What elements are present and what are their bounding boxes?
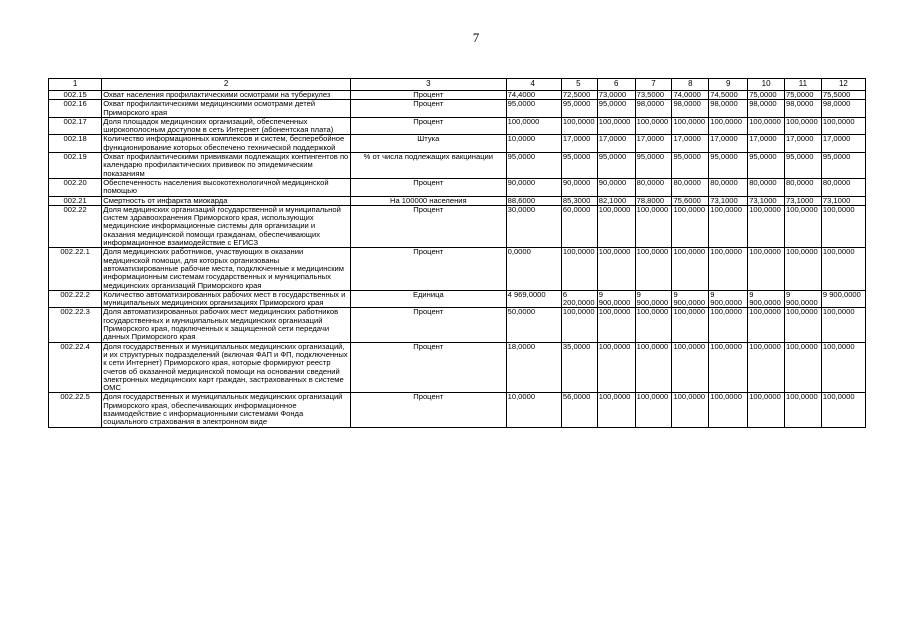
indicator-value: 30,0000 <box>506 205 561 247</box>
indicator-value: 100,0000 <box>785 248 822 290</box>
indicator-value: 100,0000 <box>597 342 635 393</box>
indicator-name: Количество информационных комплексов и систем, бесперебойное функционирование которых обеспечено технической поддержкой <box>102 135 351 153</box>
indicator-value: 100,0000 <box>635 205 672 247</box>
indicator-name: Доля медицинских работников, участвующих в оказании медицинской помощи, для которых организованы автоматизированные рабочие места, подключенные к медицинским информационным системам государственных и муниципальных медицинских организаций Приморского края <box>102 248 351 290</box>
column-number: 11 <box>785 79 822 91</box>
indicator-value: 60,0000 <box>561 205 597 247</box>
indicator-value: 9 900,0000 <box>748 290 785 308</box>
indicator-unit: Процент <box>351 178 507 196</box>
indicator-value: 74,5000 <box>709 91 748 100</box>
table-row <box>49 153 866 179</box>
table-row <box>49 205 866 247</box>
indicator-value: 17,0000 <box>561 135 597 153</box>
indicator-value: 100,0000 <box>821 117 865 135</box>
indicator-value: 100,0000 <box>672 117 709 135</box>
indicator-name: Доля государственных и муниципальных медицинских организаций Приморского края, обеспечивающих информационное взаимодействие с информационными системами Фонда социального страхования в электронном виде <box>102 393 351 427</box>
indicator-value: 10,0000 <box>506 135 561 153</box>
column-number: 3 <box>351 79 507 91</box>
indicator-value: 17,0000 <box>597 135 635 153</box>
table-row <box>49 308 866 342</box>
indicator-value: 78,8000 <box>635 196 672 205</box>
indicator-value: 100,0000 <box>597 248 635 290</box>
indicator-value: 100,0000 <box>561 248 597 290</box>
indicator-value: 100,0000 <box>748 117 785 135</box>
table-row <box>49 91 866 100</box>
indicator-value: 100,0000 <box>748 342 785 393</box>
indicator-value: 95,0000 <box>635 153 672 179</box>
indicator-value: 100,0000 <box>748 393 785 427</box>
indicator-value: 95,0000 <box>597 153 635 179</box>
indicator-value: 100,0000 <box>748 308 785 342</box>
column-number: 1 <box>49 79 102 91</box>
indicator-value: 75,0000 <box>785 91 822 100</box>
indicator-value: 17,0000 <box>748 135 785 153</box>
indicator-value: 75,5000 <box>821 91 865 100</box>
indicator-value: 80,0000 <box>785 178 822 196</box>
table-row <box>49 290 866 308</box>
table-row <box>49 196 866 205</box>
indicator-unit: Процент <box>351 342 507 393</box>
indicator-value: 100,0000 <box>672 248 709 290</box>
indicator-value: 100,0000 <box>561 117 597 135</box>
indicator-value: 95,0000 <box>506 153 561 179</box>
table-row <box>49 248 866 290</box>
indicator-value: 95,0000 <box>748 153 785 179</box>
indicator-value: 100,0000 <box>635 393 672 427</box>
column-number: 5 <box>561 79 597 91</box>
indicator-name: Доля площадок медицинских организаций, обеспеченных широкополосным доступом в сеть Интернет (абонентская плата) <box>102 117 351 135</box>
indicator-code: 002.22 <box>49 205 102 247</box>
indicator-value: 98,0000 <box>672 100 709 118</box>
indicator-value: 100,0000 <box>785 205 822 247</box>
indicator-value: 10,0000 <box>506 393 561 427</box>
column-number: 6 <box>597 79 635 91</box>
indicator-value: 85,3000 <box>561 196 597 205</box>
indicator-code: 002.16 <box>49 100 102 118</box>
column-number: 10 <box>748 79 785 91</box>
indicator-value: 98,0000 <box>748 100 785 118</box>
indicator-value: 9 900,0000 <box>785 290 822 308</box>
indicator-value: 80,0000 <box>748 178 785 196</box>
indicator-value: 100,0000 <box>748 248 785 290</box>
indicator-unit: Процент <box>351 91 507 100</box>
indicator-value: 73,0000 <box>597 91 635 100</box>
indicator-value: 72,5000 <box>561 91 597 100</box>
table-row <box>49 117 866 135</box>
indicator-name: Обеспеченность населения высокотехнологичной медицинской помощью <box>102 178 351 196</box>
indicator-unit: Процент <box>351 248 507 290</box>
indicator-name: Охват профилактическими медицинскими осмотрами детей Приморского края <box>102 100 351 118</box>
indicator-value: 95,0000 <box>709 153 748 179</box>
indicator-value: 100,0000 <box>785 342 822 393</box>
indicator-value: 100,0000 <box>672 342 709 393</box>
indicator-value: 100,0000 <box>821 342 865 393</box>
indicator-value: 88,6000 <box>506 196 561 205</box>
indicator-value: 90,0000 <box>506 178 561 196</box>
indicator-value: 17,0000 <box>672 135 709 153</box>
indicator-value: 100,0000 <box>672 393 709 427</box>
column-number: 12 <box>821 79 865 91</box>
indicator-unit: Процент <box>351 100 507 118</box>
indicator-name: Доля медицинских организаций государственной и муниципальной систем здравоохранения Приморского края, использующих медицинские информационные системы для организации и оказания медицинской помощи гражданам, обеспечивающих информационное взаимодействие с ЕГИСЗ <box>102 205 351 247</box>
indicator-value: 95,0000 <box>561 153 597 179</box>
indicator-value: 100,0000 <box>709 248 748 290</box>
indicator-value: 73,1000 <box>785 196 822 205</box>
indicator-value: 74,4000 <box>506 91 561 100</box>
indicator-value: 100,0000 <box>709 205 748 247</box>
indicator-value: 100,0000 <box>709 308 748 342</box>
table-row <box>49 342 866 393</box>
table-row <box>49 100 866 118</box>
indicator-value: 100,0000 <box>785 308 822 342</box>
indicator-value: 98,0000 <box>785 100 822 118</box>
table-row <box>49 393 866 427</box>
indicator-unit: Процент <box>351 205 507 247</box>
indicator-value: 100,0000 <box>597 393 635 427</box>
indicator-unit: Процент <box>351 393 507 427</box>
indicator-value: 100,0000 <box>709 393 748 427</box>
indicator-value: 100,0000 <box>635 248 672 290</box>
indicator-value: 100,0000 <box>672 308 709 342</box>
indicator-value: 100,0000 <box>821 205 865 247</box>
indicator-unit: % от числа подлежащих вакцинации <box>351 153 507 179</box>
table-row <box>49 178 866 196</box>
indicator-name: Смертность от инфаркта миокарда <box>102 196 351 205</box>
indicator-value: 100,0000 <box>635 117 672 135</box>
indicator-value: 95,0000 <box>597 100 635 118</box>
column-number: 2 <box>102 79 351 91</box>
indicator-value: 75,6000 <box>672 196 709 205</box>
indicator-value: 95,0000 <box>561 100 597 118</box>
indicator-value: 100,0000 <box>635 342 672 393</box>
indicator-value: 100,0000 <box>785 117 822 135</box>
indicator-value: 95,0000 <box>785 153 822 179</box>
table-row <box>49 135 866 153</box>
indicator-value: 100,0000 <box>821 393 865 427</box>
indicator-value: 100,0000 <box>821 308 865 342</box>
indicator-value: 90,0000 <box>561 178 597 196</box>
indicator-value: 100,0000 <box>672 205 709 247</box>
indicator-unit: Штука <box>351 135 507 153</box>
indicator-value: 95,0000 <box>506 100 561 118</box>
indicator-value: 17,0000 <box>785 135 822 153</box>
indicator-value: 9 900,0000 <box>597 290 635 308</box>
indicator-value: 80,0000 <box>635 178 672 196</box>
indicator-value: 9 900,0000 <box>672 290 709 308</box>
indicator-value: 9 900,0000 <box>821 290 865 308</box>
indicator-value: 100,0000 <box>597 308 635 342</box>
indicator-value: 100,0000 <box>709 117 748 135</box>
indicator-value: 74,0000 <box>672 91 709 100</box>
indicator-value: 50,0000 <box>506 308 561 342</box>
indicator-value: 100,0000 <box>561 308 597 342</box>
indicator-value: 80,0000 <box>709 178 748 196</box>
indicator-value: 73,1000 <box>821 196 865 205</box>
indicator-value: 4 969,0000 <box>506 290 561 308</box>
indicator-value: 80,0000 <box>821 178 865 196</box>
page-number: 7 <box>472 30 480 45</box>
indicator-code: 002.22.1 <box>49 248 102 290</box>
indicator-value: 100,0000 <box>635 308 672 342</box>
indicator-value: 95,0000 <box>672 153 709 179</box>
indicator-value: 35,0000 <box>561 342 597 393</box>
indicator-value: 17,0000 <box>635 135 672 153</box>
column-number: 9 <box>709 79 748 91</box>
indicator-value: 98,0000 <box>821 100 865 118</box>
indicator-name: Охват населения профилактическими осмотрами на туберкулез <box>102 91 351 100</box>
indicator-name: Доля государственных и муниципальных медицинских организаций, и их структурных подразделений (включая ФАП и ФП, подключенных к сети Интернет) Приморского края, которые формируют реестр счетов об оказанной медицинской помощи на основании сведений электронных медицинских карт граждан, застрахованных в системе ОМС <box>102 342 351 393</box>
indicator-value: 9 900,0000 <box>709 290 748 308</box>
indicator-value: 9 900,0000 <box>635 290 672 308</box>
indicator-value: 73,5000 <box>635 91 672 100</box>
indicator-code: 002.22.4 <box>49 342 102 393</box>
column-number: 7 <box>635 79 672 91</box>
indicator-name: Охват профилактическими прививками подлежащих контингентов по календарю профилактических прививок по эпидемическим показаниям <box>102 153 351 179</box>
indicator-value: 100,0000 <box>785 393 822 427</box>
indicator-name: Доля автоматизированных рабочих мест медицинских работников государственных и муниципальных медицинских организаций Приморского края, подключенных к защищенной сети передачи данных Приморского края <box>102 308 351 342</box>
indicator-value: 17,0000 <box>821 135 865 153</box>
indicator-name: Количество автоматизированных рабочих мест в государственных и муниципальных медицинских организациях Приморского края <box>102 290 351 308</box>
column-number: 8 <box>672 79 709 91</box>
indicator-value: 56,0000 <box>561 393 597 427</box>
indicator-code: 002.20 <box>49 178 102 196</box>
column-number: 4 <box>506 79 561 91</box>
indicator-unit: Процент <box>351 308 507 342</box>
column-number-row <box>49 79 866 91</box>
indicator-code: 002.22.5 <box>49 393 102 427</box>
indicator-value: 75,0000 <box>748 91 785 100</box>
indicator-value: 100,0000 <box>506 117 561 135</box>
indicator-value: 100,0000 <box>709 342 748 393</box>
indicator-code: 002.21 <box>49 196 102 205</box>
indicator-value: 18,0000 <box>506 342 561 393</box>
indicator-unit: Единица <box>351 290 507 308</box>
indicator-code: 002.19 <box>49 153 102 179</box>
indicator-value: 17,0000 <box>709 135 748 153</box>
indicator-code: 002.22.2 <box>49 290 102 308</box>
indicator-value: 6 200,0000 <box>561 290 597 308</box>
indicator-code: 002.17 <box>49 117 102 135</box>
indicator-value: 100,0000 <box>748 205 785 247</box>
indicator-value: 0,0000 <box>506 248 561 290</box>
indicator-code: 002.22.3 <box>49 308 102 342</box>
indicator-value: 100,0000 <box>597 205 635 247</box>
indicators-table <box>48 78 866 428</box>
indicator-value: 80,0000 <box>672 178 709 196</box>
indicator-value: 98,0000 <box>635 100 672 118</box>
indicator-value: 98,0000 <box>709 100 748 118</box>
indicator-value: 95,0000 <box>821 153 865 179</box>
indicator-code: 002.15 <box>49 91 102 100</box>
indicator-value: 73,1000 <box>709 196 748 205</box>
indicator-value: 100,0000 <box>597 117 635 135</box>
indicator-unit: Процент <box>351 117 507 135</box>
indicator-unit: На 100000 населения <box>351 196 507 205</box>
indicator-value: 73,1000 <box>748 196 785 205</box>
indicator-value: 90,0000 <box>597 178 635 196</box>
indicator-value: 82,1000 <box>597 196 635 205</box>
indicator-value: 100,0000 <box>821 248 865 290</box>
indicator-code: 002.18 <box>49 135 102 153</box>
